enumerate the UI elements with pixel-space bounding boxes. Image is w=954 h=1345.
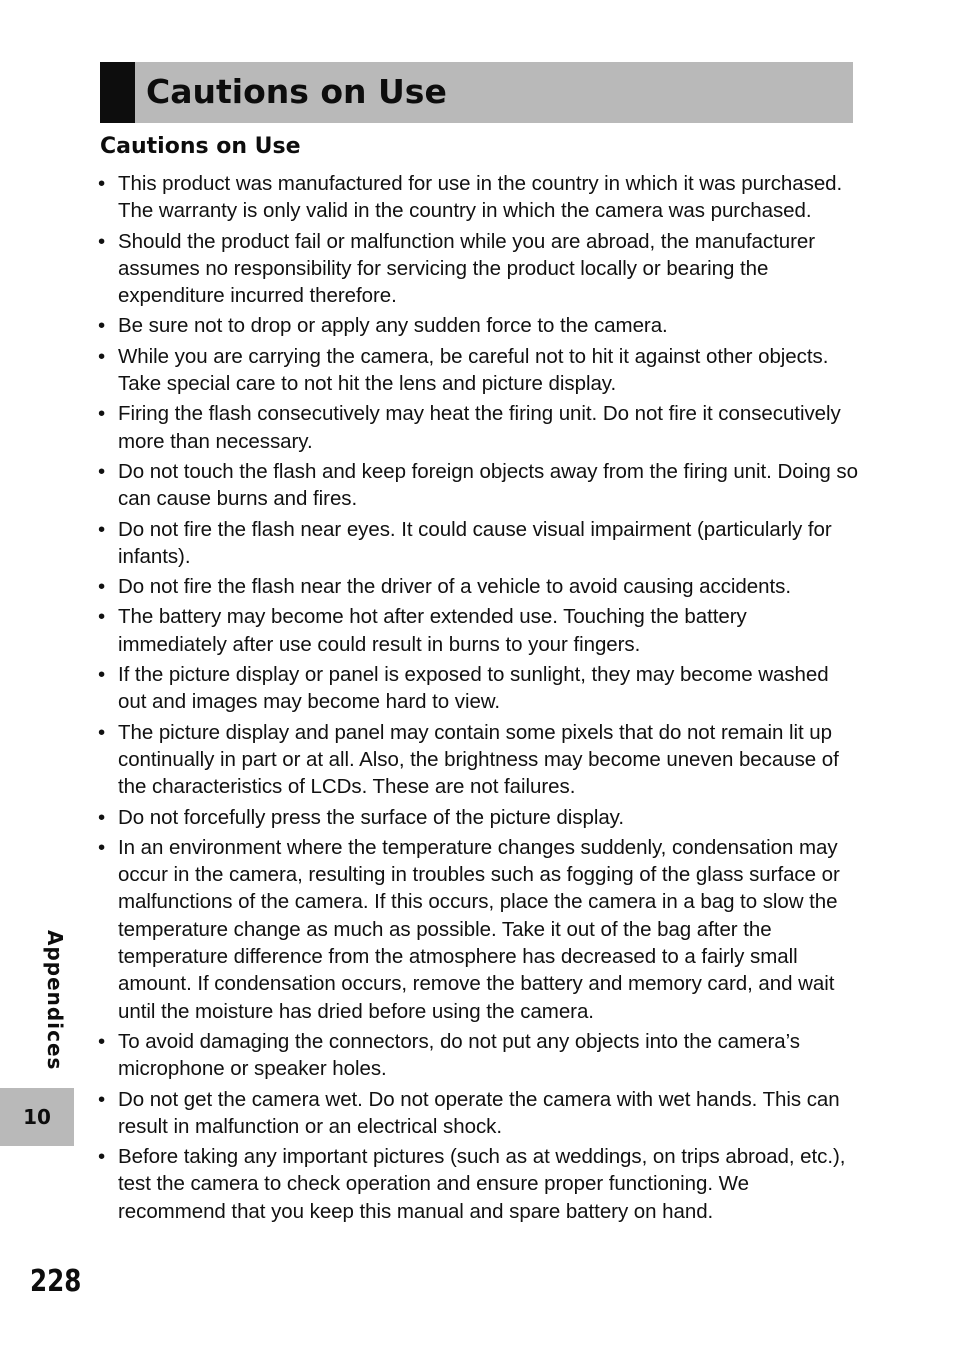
list-item-text: Do not touch the flash and keep foreign objects away from the firing unit. Doing so can cause burns and fires.: [118, 459, 858, 511]
bullet-icon: •: [98, 517, 106, 541]
list-item: [98, 719, 858, 801]
list-item: [98, 1028, 858, 1083]
list-item-text: While you are carrying the camera, be careful not to hit it against other objects. Take special care to not hit the lens and picture display.: [118, 344, 829, 396]
list-item-text: Do not forcefully press the surface of the picture display.: [118, 805, 625, 829]
list-item-text: This product was manufactured for use in the country in which it was purchased. The warranty is only valid in the country in which the camera was purchased.: [118, 172, 843, 223]
list-item-text: Do not fire the flash near the driver of a vehicle to avoid causing accidents.: [118, 575, 791, 599]
bullet-icon: •: [98, 605, 106, 629]
bullet-icon: •: [98, 314, 106, 338]
list-item-text: Do not fire the flash near eyes. It could cause visual impairment (particularly for infants).: [118, 517, 832, 568]
bullet-icon: •: [98, 1029, 106, 1053]
list-item: [98, 1143, 858, 1225]
section-heading: Cautions on Use: [100, 134, 301, 159]
list-item: [98, 573, 858, 600]
page-title: Cautions on Use: [146, 72, 447, 111]
list-item-text: Do not get the camera wet. Do not operate the camera with wet hands. This can result in malfunction or an electrical shock.: [118, 1087, 840, 1138]
bullet-icon: •: [98, 402, 106, 426]
list-item-text: If the picture display or panel is exposed to sunlight, they may become washed out and images may become hard to view.: [118, 663, 829, 714]
list-item: [98, 312, 858, 339]
bullet-icon: •: [98, 663, 106, 687]
list-item-text: In an environment where the temperature changes suddenly, condensation may occur in the camera, resulting in troubles such as fogging of the glass surface or malfunctions of the camera. If this occurs, place the camera in a bag to slow the temperature change as much as possible. Take it out of the bag after the temperature difference from the atmosphere has decreased to a fairly small amount. If condensation occurs, remove the battery and memory card, and wait until the moisture has dried before using the camera.: [118, 835, 840, 1023]
bullet-icon: •: [98, 720, 106, 744]
list-item: [98, 343, 858, 398]
list-item-text: The picture display and panel may contain some pixels that do not remain lit up continually in part or at all. Also, the brightness may become uneven because of the characteristics of LCDs. These are not failures.: [118, 720, 839, 799]
list-item-text: Before taking any important pictures (such as at weddings, on trips abroad, etc.), test the camera to check operation and ensure proper functioning. We recommend that you keep this manual and spare battery on hand.: [118, 1145, 846, 1223]
list-item: [98, 1086, 858, 1141]
bullet-icon: •: [98, 344, 106, 368]
bullet-icon: •: [98, 1087, 106, 1111]
list-item: [98, 228, 858, 310]
chapter-side-label: [34, 930, 67, 1080]
list-item: [98, 516, 858, 571]
list-item-text: The battery may become hot after extended use. Touching the battery immediately after use could result in burns to your fingers.: [118, 605, 747, 656]
list-item: [98, 458, 858, 513]
bullet-icon: •: [98, 575, 106, 599]
bullet-icon: •: [98, 1145, 106, 1169]
bullet-icon: •: [98, 229, 106, 253]
cautions-list: [98, 170, 858, 1228]
list-item: [98, 400, 858, 455]
bullet-icon: •: [98, 835, 106, 859]
chapter-number: 10: [23, 1105, 51, 1129]
chapter-tab: [0, 1088, 74, 1146]
list-item-text: To avoid damaging the connectors, do not put any objects into the camera’s microphone or speaker holes.: [118, 1029, 800, 1081]
list-item: [98, 170, 858, 225]
list-item: [98, 804, 858, 831]
list-item-text: Firing the flash consecutively may heat the firing unit. Do not fire it consecutively more than necessary.: [118, 402, 841, 453]
title-banner-marker: [100, 62, 135, 123]
bullet-icon: •: [98, 172, 106, 195]
bullet-icon: •: [98, 805, 106, 829]
list-item-text: Should the product fail or malfunction while you are abroad, the manufacturer assumes no responsibility for servicing the product locally or bearing the expenditure incurred therefore.: [118, 229, 815, 308]
page-number: 228: [30, 1264, 82, 1299]
list-item: [98, 661, 858, 716]
bullet-icon: •: [98, 459, 106, 483]
list-item-text: Be sure not to drop or apply any sudden force to the camera.: [118, 314, 668, 338]
list-item: [98, 603, 858, 658]
chapter-name: Appendices: [43, 930, 67, 1071]
list-item: [98, 834, 858, 1025]
title-banner: [100, 62, 853, 123]
